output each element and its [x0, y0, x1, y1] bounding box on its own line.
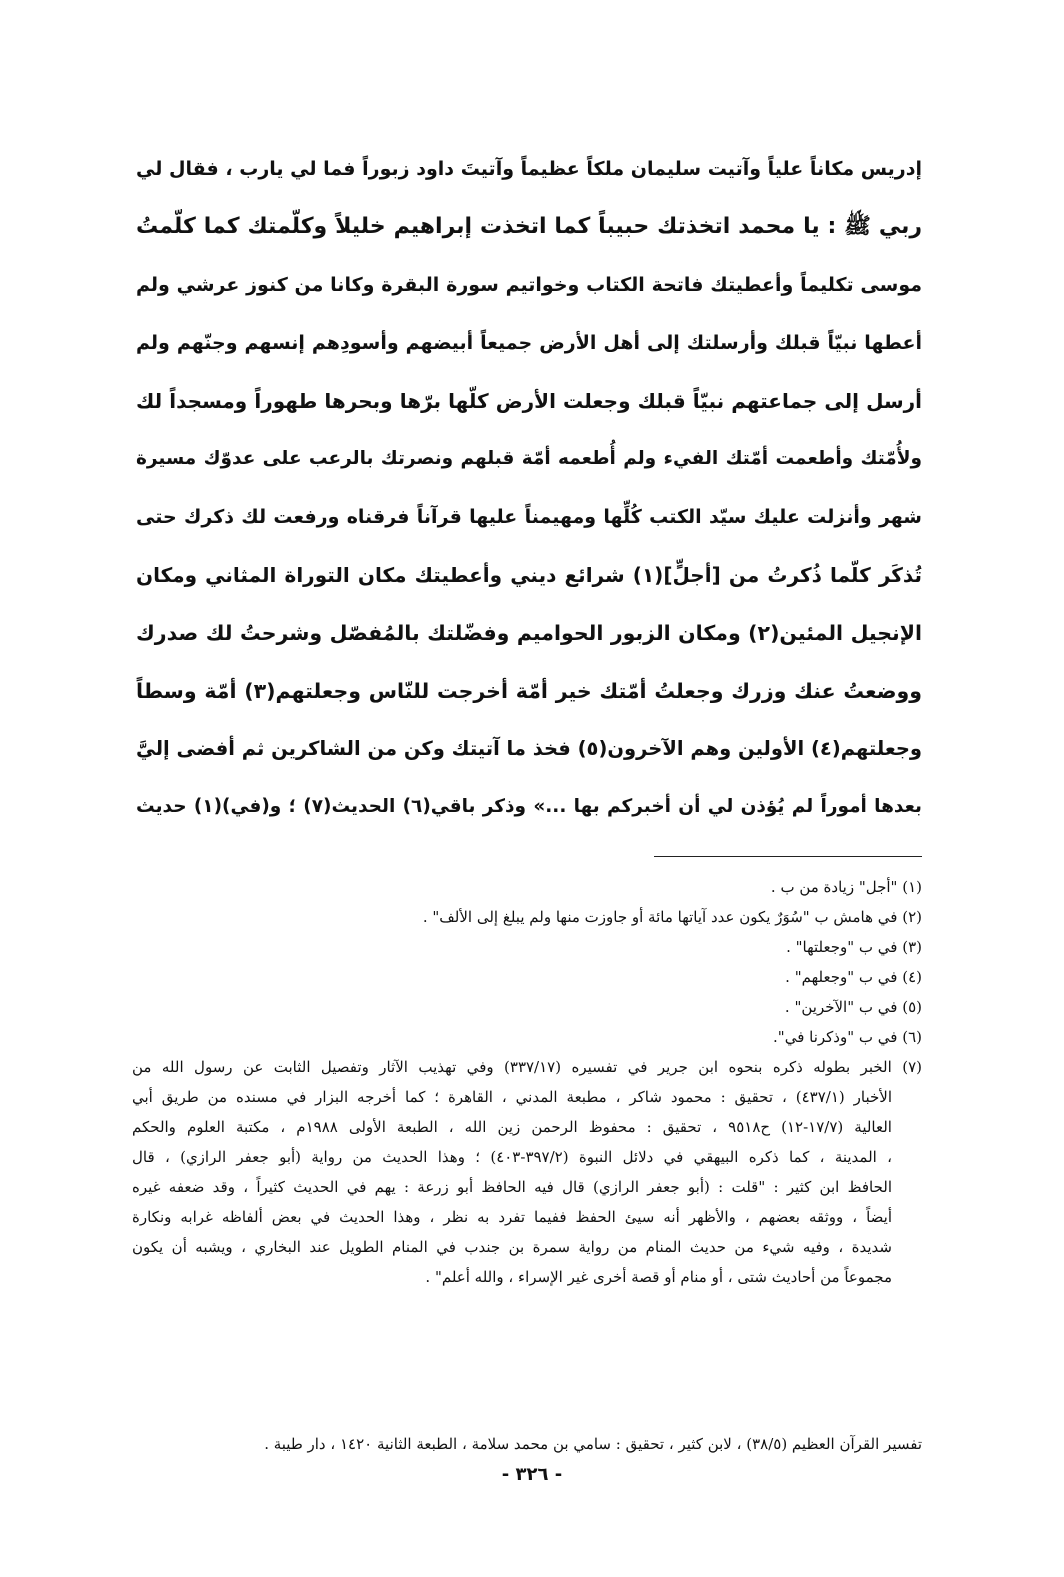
main-text-line: شهر وأنزلت عليك سيّد الكتب كُلِّها ومهيمناً عليها قرآناً فرقناه ورفعت لك ذكرك حتى: [136, 506, 922, 528]
footnote-separator: [654, 856, 922, 857]
main-text-line: ووضعتُ عنك وزرك وجعلتُ أمّتك خير أمّة أخرجت للنّاس وجعلتهم(٣) أمّة وسطاً: [136, 679, 922, 703]
main-text-line: موسى تكليماً وأعطيتك فاتحة الكتاب وخواتيم سورة البقرة وكانا من كنوز عرشي ولم: [136, 274, 922, 296]
main-text-line: تُذكَر كلّما ذُكرتُ من [أجلٍّ](١) شرائع ديني وأعطيتك مكان التوراة المثاني ومكان: [136, 563, 922, 587]
main-text-line: بعدها أموراً لم يُؤذن لي أن أخبركم بها ...» وذكر باقي(٦) الحديث(٧) ؛ و(في)(١) حديث: [136, 796, 922, 817]
footnotes-block: [132, 872, 922, 1292]
footnote-7-line: (٧) الخبر بطوله ذكره بنحوه ابن جرير في تفسيره (٣٣٧/١٧) وفي تهذيب الآثار وتفصيل الثابت عن رسول الله من: [132, 1058, 922, 1076]
main-text-line: وجعلتهم(٤) الأولين وهم الآخرون(٥) فخذ ما آتيتك وكن من الشاكرين ثم أفضى إليَّ: [136, 737, 922, 760]
main-text-line: أعطها نبيّاً قبلك وأرسلتك إلى أهل الأرض جميعاً أبيضهم وأسودِهم إنسهم وجنّهم ولم: [136, 332, 922, 354]
footnote-4: (٤) في ب "وجعلهم" .: [785, 968, 922, 986]
main-text-line: ربي ﷺ : يا محمد اتخذتك حبيباً كما اتخذت إبراهيم خليلاً وكلّمتك كما كلّمتُ: [136, 214, 922, 239]
footnote-7-line: مجموعاً من أحاديث شتى ، أو منام أو قصة أخرى غير الإسراء ، والله أعلم" .: [425, 1268, 892, 1286]
footnote-7: [132, 1052, 922, 1292]
footnote-2: (٢) في هامش ب "سُوَرٌ يكون عدد آياتها مائة أو جاوزت منها ولم يبلغ إلى الألف" .: [422, 908, 922, 926]
footnote-7-line: الحافظ ابن كثير : "قلت : (أبو جعفر الرازي) قال فيه الحافظ أبو زرعة : يهم في الحديث كثيراً ، وقد ضعفه غيره: [132, 1178, 892, 1196]
footnote-5: (٥) في ب "الآخرين" .: [784, 998, 922, 1016]
source-citation: تفسير القرآن العظيم (٣٨/٥) ، لابن كثير ، تحقيق : سامي بن محمد سلامة ، الطبعة الثانية ١٤٢٠ ، دار طيبة .: [264, 1435, 922, 1453]
footnote-6: (٦) في ب "وذكرنا في".: [773, 1028, 922, 1046]
main-text-block: [136, 140, 922, 836]
page-number: - ٣٢٦ -: [501, 1464, 563, 1485]
footnote-7-line: شديدة ، وفيه شيء من حديث المنام من رواية سمرة بن جندب في المنام الطويل عند البخاري ، ويشبه أن يكون: [132, 1238, 892, 1256]
footnote-3: (٣) في ب "وجعلتها" .: [786, 938, 922, 956]
footnote-7-line: أيضاً ، ووثقه بعضهم ، والأظهر أنه سيئ الحفظ ففيما تفرد به نظر ، وهذا الحديث في بعض ألفاظه غرابه ونكارة: [132, 1208, 892, 1226]
main-text-line: إدريس مكاناً علياً وآتيت سليمان ملكاً عظيماً وآتيتَ داود زبوراً فما لي يارب ، فقال لي: [136, 158, 922, 180]
footnote-1: (١) "أجل" زيادة من ب .: [770, 878, 922, 896]
footnote-7-line: الأخبار (٤٣٧/١) ، تحقيق : محمود شاكر ، مطبعة المدني ، القاهرة ؛ كما أخرجه البزار في مسنده من طريق أبي: [132, 1088, 892, 1106]
footnote-7-line: ، المدينة ، كما ذكره البيهقي في دلائل النبوة (٣٩٧/٢-٤٠٣) ؛ وهذا الحديث من رواية (أبو جعفر الرازي) ، قال: [132, 1148, 892, 1166]
main-text-line: أرسل إلى جماعتهم نبيّاً قبلك وجعلت الأرض كلّها برّها وبحرها طهوراً ومسجداً لك: [136, 389, 922, 413]
main-text-line: الإنجيل المئين(٢) ومكان الزبور الحواميم وفضّلتك بالمُفصّل وشرحتُ لك صدرك: [136, 621, 922, 645]
main-text-line: ولأُمّتك وأطعمت أمّتك الفيء ولم أُطعمه أمّة قبلهم ونصرتك بالرعب على عدوّك مسيرة: [136, 448, 922, 469]
footnote-7-line: العالية (١٧/٧-١٢) ح٩٥١٨ ، تحقيق : محفوظ الرحمن زين الله ، الطبعة الأولى ١٩٨٨م ، مكتبة العلوم والحكم: [132, 1118, 892, 1136]
